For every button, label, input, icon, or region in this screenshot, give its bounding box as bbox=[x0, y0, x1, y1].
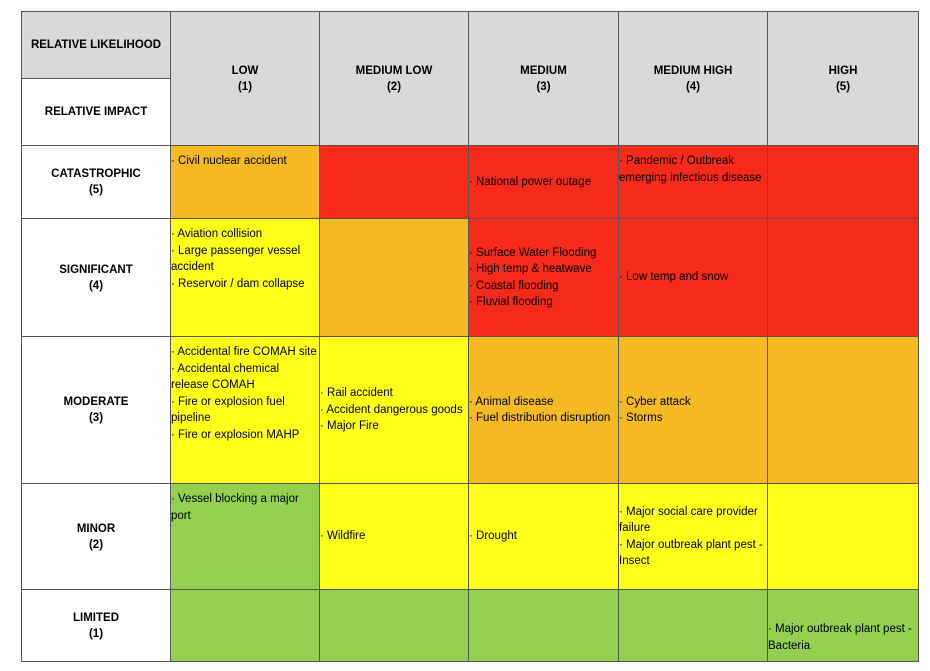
risk-item: · Major outbreak plant pest - Bacteria bbox=[768, 623, 912, 652]
risk-item: · National power outage bbox=[469, 175, 592, 188]
matrix-cell bbox=[171, 219, 320, 337]
risk-item: · Surface Water Flooding bbox=[469, 246, 597, 259]
risk-item: · Major Fire bbox=[320, 420, 379, 433]
matrix-cell bbox=[619, 590, 768, 662]
row-header-number: (4) bbox=[88, 279, 104, 292]
column-header-high bbox=[768, 12, 919, 146]
row-header-limited bbox=[22, 590, 171, 662]
column-header-number: (2) bbox=[386, 80, 402, 93]
risk-item: · Storms bbox=[619, 412, 663, 424]
matrix-cell bbox=[768, 337, 919, 484]
column-header-number: (3) bbox=[536, 80, 551, 93]
row-header-number: (1) bbox=[88, 627, 104, 640]
column-header-medium-high bbox=[619, 12, 768, 146]
impact-row-minor bbox=[22, 484, 919, 590]
matrix-cell bbox=[768, 590, 919, 662]
matrix-cell bbox=[619, 219, 768, 337]
risk-item: · Accident dangerous goods bbox=[320, 403, 463, 416]
risk-item: · Drought bbox=[469, 530, 517, 543]
column-header-label: MEDIUM bbox=[520, 64, 567, 77]
risk-item: · Low temp and snow bbox=[619, 271, 729, 284]
row-header-label: MODERATE bbox=[63, 396, 129, 408]
row-header-label: SIGNIFICANT bbox=[59, 263, 133, 276]
column-header-medium bbox=[469, 12, 619, 146]
risk-matrix-table bbox=[21, 11, 919, 662]
column-header-number: (1) bbox=[237, 80, 253, 93]
matrix-cell bbox=[768, 219, 919, 337]
matrix-cell bbox=[619, 337, 768, 484]
matrix-cell bbox=[619, 146, 768, 219]
risk-item: · Fire or explosion fuel pipeline bbox=[171, 395, 285, 424]
matrix-cell bbox=[171, 590, 320, 662]
row-header-label: LIMITED bbox=[73, 611, 119, 624]
matrix-cell bbox=[320, 484, 469, 590]
risk-item: · Major outbreak plant pest - Insect bbox=[619, 538, 763, 567]
column-header-low bbox=[171, 12, 320, 146]
risk-item: · High temp & heatwave bbox=[469, 263, 592, 275]
matrix-cell bbox=[469, 590, 619, 662]
matrix-cell bbox=[768, 484, 919, 590]
row-header-significant bbox=[22, 219, 171, 337]
risk-item: · Fluvial flooding bbox=[469, 296, 553, 308]
column-header-number: (5) bbox=[835, 80, 851, 93]
matrix-cell bbox=[171, 146, 320, 219]
row-header-label: CATASTROPHIC bbox=[51, 168, 141, 180]
impact-row-significant bbox=[22, 219, 919, 337]
column-header-label: LOW bbox=[231, 64, 259, 77]
risk-item: · Animal disease bbox=[469, 395, 554, 408]
impact-axis-label: RELATIVE IMPACT bbox=[22, 79, 171, 146]
column-header-number: (4) bbox=[685, 80, 701, 93]
matrix-cell bbox=[171, 484, 320, 590]
row-header-number: (3) bbox=[88, 412, 104, 424]
matrix-cell bbox=[768, 146, 919, 219]
matrix-cell bbox=[320, 219, 469, 337]
matrix-cell bbox=[619, 484, 768, 590]
risk-item: · Reservoir / dam collapse bbox=[171, 277, 305, 290]
column-header-label: MEDIUM LOW bbox=[355, 64, 433, 77]
risk-item: · Cyber attack bbox=[619, 395, 691, 408]
risk-item: · Accidental chemical release COMAH bbox=[171, 362, 280, 391]
risk-item: · Major social care provider failure bbox=[619, 505, 758, 534]
risk-item: · Rail accident bbox=[320, 387, 393, 400]
column-header-label: HIGH bbox=[828, 64, 858, 77]
row-header-number: (2) bbox=[88, 538, 104, 551]
impact-row-catastrophic bbox=[22, 146, 919, 219]
row-header-label: MINOR bbox=[76, 522, 116, 535]
risk-item: · Wildfire bbox=[320, 530, 366, 543]
risk-item: · Pandemic / Outbreak emerging infectious disease bbox=[619, 155, 762, 184]
risk-item: · Civil nuclear accident bbox=[171, 155, 287, 167]
impact-row-limited bbox=[22, 590, 919, 662]
row-header-catastrophic bbox=[22, 146, 171, 219]
impact-row-moderate bbox=[22, 337, 919, 484]
row-header-number: (5) bbox=[88, 184, 104, 196]
risk-item: · Aviation collision bbox=[171, 228, 263, 240]
risk-item: · Large passenger vessel accident bbox=[171, 244, 301, 273]
row-header-moderate bbox=[22, 337, 171, 484]
matrix-cell bbox=[171, 337, 320, 484]
matrix-cell bbox=[469, 337, 619, 484]
matrix-cell bbox=[320, 146, 469, 219]
likelihood-axis-label: RELATIVE LIKELIHOOD bbox=[22, 12, 171, 79]
row-header-minor bbox=[22, 484, 171, 590]
matrix-cell bbox=[469, 484, 619, 590]
risk-item: · Coastal flooding bbox=[469, 279, 559, 292]
matrix-cell bbox=[469, 146, 619, 219]
matrix-cell bbox=[320, 337, 469, 484]
column-header-medium-low bbox=[320, 12, 469, 146]
risk-item: · Vessel blocking a major port bbox=[171, 493, 299, 522]
matrix-cell bbox=[469, 219, 619, 337]
risk-matrix-body bbox=[22, 146, 919, 662]
risk-item: · Fire or explosion MAHP bbox=[171, 428, 300, 441]
matrix-cell bbox=[320, 590, 469, 662]
risk-item: · Fuel distribution disruption bbox=[469, 412, 611, 424]
column-header-label: MEDIUM HIGH bbox=[653, 64, 733, 77]
risk-item: · Accidental fire COMAH site bbox=[171, 346, 317, 358]
